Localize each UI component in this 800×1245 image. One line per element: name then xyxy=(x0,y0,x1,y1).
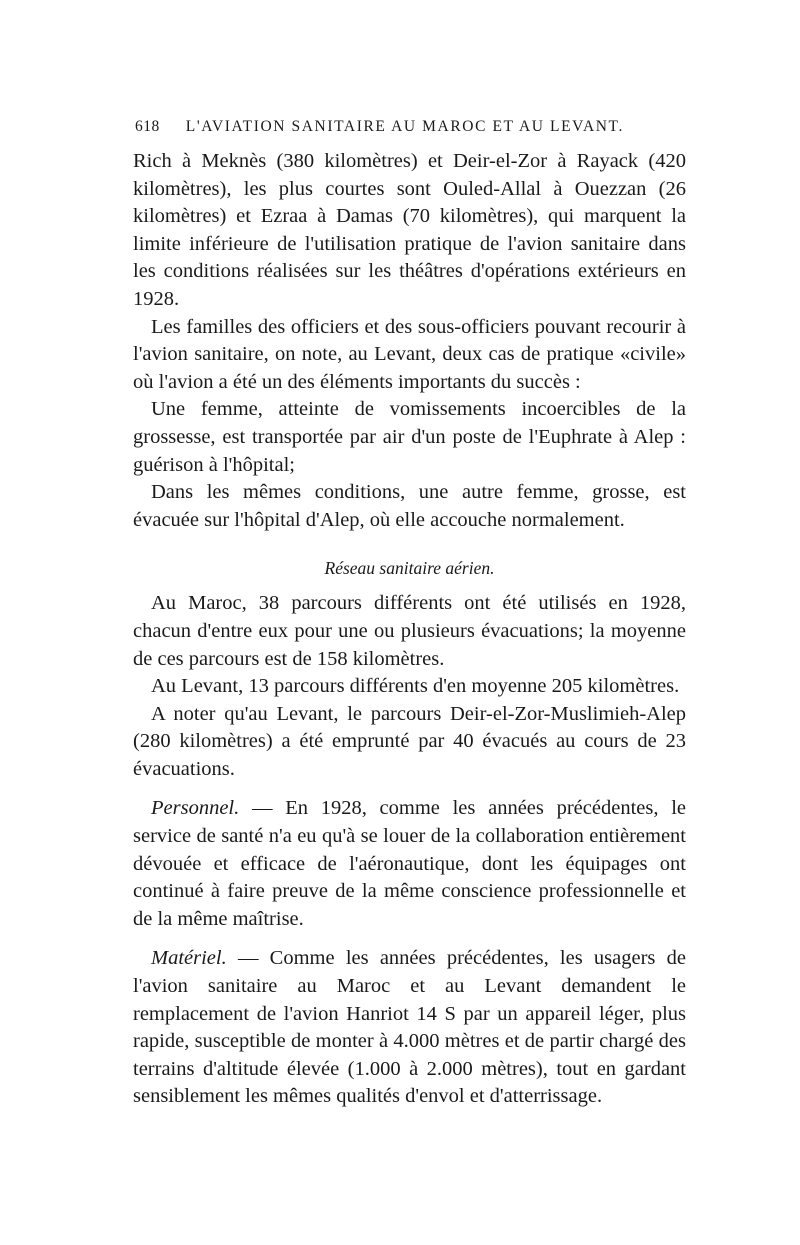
paragraph-continuation: Rich à Meknès (380 kilomètres) et Deir-el-Zor à Rayack (420 kilomètres), les plus courtes sont Ouled-Allal à Ouezzan (26 kilomètres) et Ezraa à Damas (70 kilomètres), qui marquent la limite inférieure de l'utilisation pratique de l'avion sanitaire dans les conditions réalisées sur les théâtres d'opérations extérieurs en 1928. xyxy=(133,150,686,310)
page-body xyxy=(133,148,686,1111)
paragraph-case-one: Une femme, atteinte de vomissements incoercibles de la grossesse, est transportée par air d'un poste de l'Euphrate à Alep : guérison à l'hôpital; xyxy=(133,398,686,476)
page xyxy=(133,118,686,1111)
paragraph-maroc: Au Maroc, 38 parcours différents ont été utilisés en 1928, chacun d'entre eux pour une ou plusieurs évacuations; la moyenne de ces parcours est de 158 kilomètres. xyxy=(133,592,686,670)
personnel-text: — En 1928, comme les années précédentes, le service de santé n'a eu qu'à se louer de la collaboration entièrement dévouée et efficace de l'aéronautique, dont les équipages ont continué à faire preuve de la même conscience professionnelle et de la même maîtrise. xyxy=(133,797,686,930)
materiel-text: — Comme les années précédentes, les usagers de l'avion sanitaire au Maroc et au Levant demandent le remplacement de l'avion Hanriot 14 S par un appareil léger, plus rapide, susceptible de monter à 4.000 mètres et de partir chargé des terrains d'altitude élevée (1.000 à 2.000 mètres), tout en gardant sensiblement les mêmes qualités d'envol et d'atterrissage. xyxy=(133,947,686,1108)
page-number: 618 xyxy=(135,118,160,135)
paragraph-materiel xyxy=(133,945,686,1111)
paragraph-familles: Les familles des officiers et des sous-officiers pouvant recourir à l'avion sanitaire, on note, au Levant, deux cas de pratique «civile» où l'avion a été un des éléments importants du succès : xyxy=(133,315,686,393)
personnel-lead: Personnel. xyxy=(151,797,240,820)
paragraph-deir-el-zor: A noter qu'au Levant, le parcours Deir-el-Zor-Muslimieh-Alep (280 kilomètres) a été emprunté par 40 évacués au cours de 23 évacuations. xyxy=(133,702,686,780)
materiel-lead: Matériel. xyxy=(151,947,227,970)
running-header xyxy=(133,118,686,144)
running-title: L'AVIATION SANITAIRE AU MAROC ET AU LEVANT. xyxy=(185,118,624,135)
paragraph-case-two: Dans les mêmes conditions, une autre femme, grosse, est évacuée sur l'hôpital d'Alep, où elle accouche normalement. xyxy=(133,481,686,531)
section-heading: Réseau sanitaire aérien. xyxy=(324,558,495,579)
paragraph-levant: Au Levant, 13 parcours différents d'en moyenne 205 kilomètres. xyxy=(151,675,680,698)
paragraph-personnel xyxy=(133,795,686,933)
